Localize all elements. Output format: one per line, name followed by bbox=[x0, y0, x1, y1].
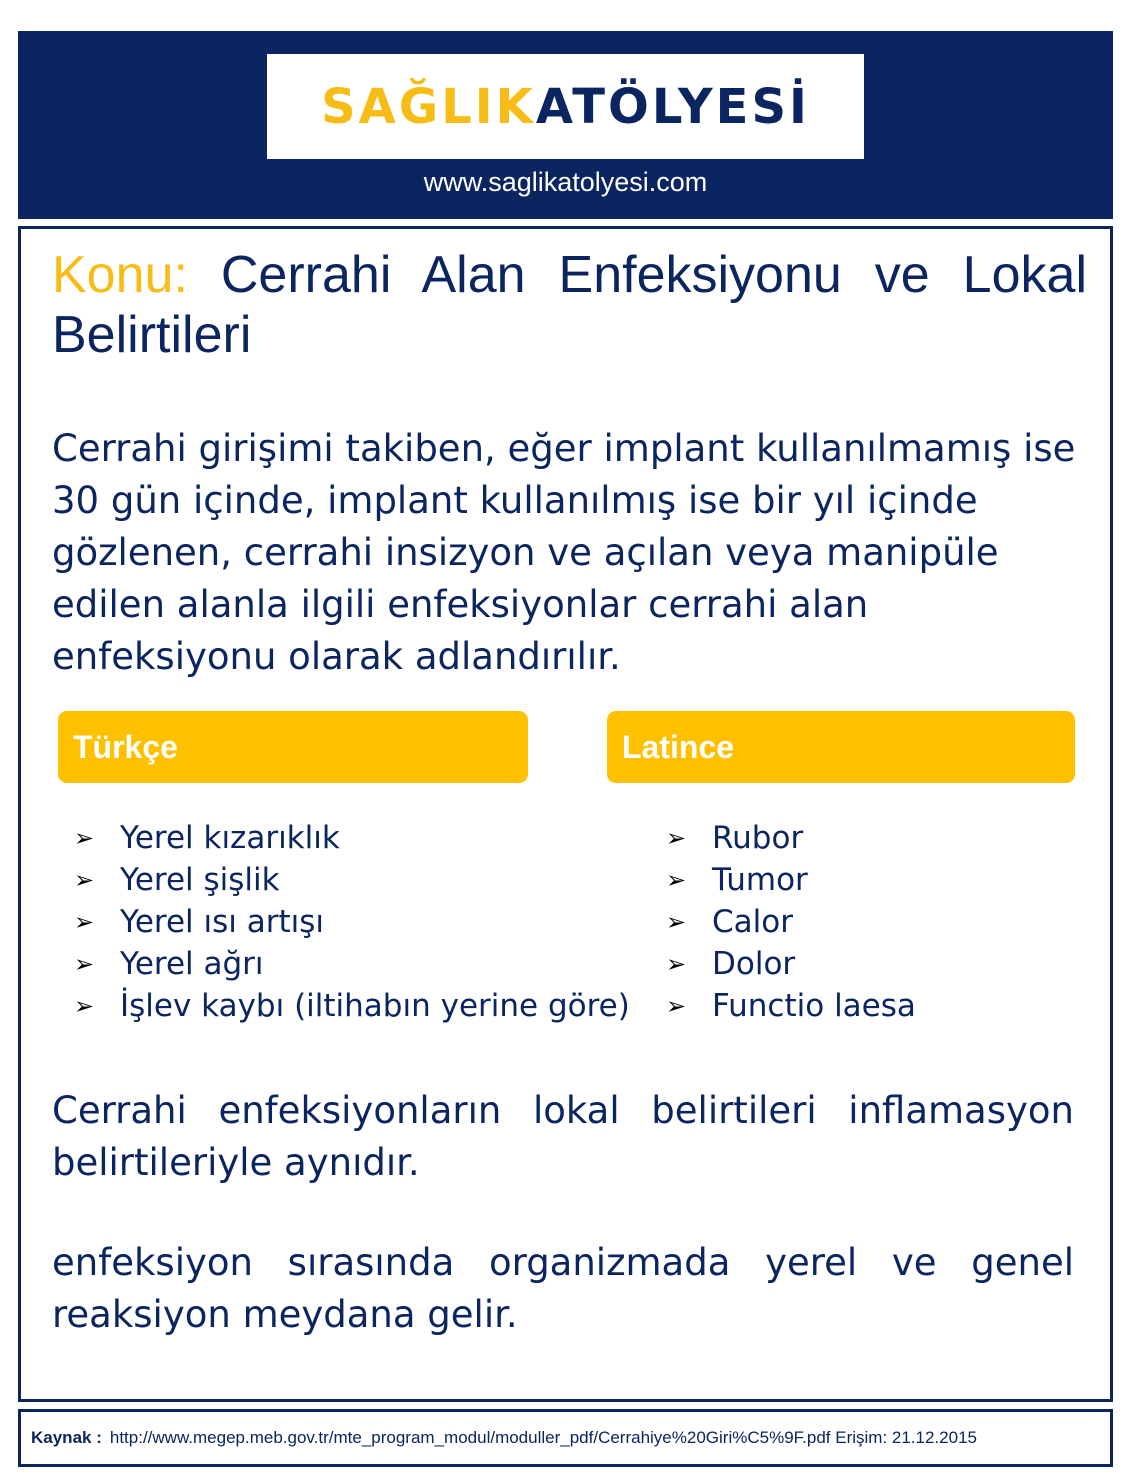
list-item bbox=[74, 817, 634, 859]
arrow-bullet-icon: ➢ bbox=[74, 908, 95, 936]
list-item-text: Calor bbox=[712, 904, 793, 940]
list-item-text: Yerel ağrı bbox=[120, 946, 264, 982]
list-item bbox=[666, 817, 1086, 859]
arrow-bullet-icon: ➢ bbox=[666, 866, 687, 894]
list-item-text: Yerel kızarıklık bbox=[120, 820, 340, 856]
column-header-turkce: Türkçe bbox=[58, 711, 528, 783]
arrow-bullet-icon: ➢ bbox=[74, 950, 95, 978]
list-item-text: Rubor bbox=[712, 820, 804, 856]
turkce-symptom-list bbox=[74, 817, 634, 1027]
arrow-bullet-icon: ➢ bbox=[666, 824, 687, 852]
source-footer bbox=[18, 1409, 1113, 1467]
title-label: Konu: bbox=[52, 246, 188, 304]
site-url: www.saglikatolyesi.com bbox=[423, 167, 708, 197]
arrow-bullet-icon: ➢ bbox=[74, 866, 95, 894]
list-item bbox=[666, 901, 1086, 943]
list-item-text: Tumor bbox=[712, 862, 808, 898]
access-date: Erişim: 21.12.2015 bbox=[835, 1428, 977, 1447]
list-item-text: İşlev kaybı (iltihabın yerine göre) bbox=[120, 988, 630, 1024]
source-label: Kaynak : bbox=[31, 1428, 102, 1447]
list-item bbox=[666, 943, 1086, 985]
page-title bbox=[52, 245, 1087, 365]
logo-text-saglik: SAĞLIK bbox=[321, 78, 536, 135]
content-panel bbox=[18, 226, 1113, 1402]
list-item bbox=[74, 901, 634, 943]
list-item-text: Yerel ısı artışı bbox=[120, 904, 324, 940]
source-url: http://www.megep.meb.gov.tr/mte_program_modul/moduller_pdf/Cerrahiye%20Giri%C5%9F.pdf bbox=[109, 1428, 831, 1447]
arrow-bullet-icon: ➢ bbox=[666, 950, 687, 978]
logo-text-atolyesi: ATÖLYESİ bbox=[535, 78, 810, 135]
site-logo bbox=[267, 54, 864, 159]
list-item-text: Functio laesa bbox=[712, 988, 916, 1024]
intro-paragraph: Cerrahi girişimi takiben, eğer implant kullanılmamış ise 30 gün içinde, implant kullanılmış ise bir yıl içinde gözlenen, cerrahi insizyon ve açılan veya manipüle edilen alanla ilgili enfeksiyonlar cerrahi alan enfeksiyonu olarak adlandırılır. bbox=[52, 427, 1076, 678]
arrow-bullet-icon: ➢ bbox=[666, 992, 687, 1020]
title-text: Cerrahi Alan Enfeksiyonu ve Lokal Belirtileri bbox=[52, 246, 1087, 364]
summary-paragraph: Cerrahi enfeksiyonların lokal belirtileri inflamasyon belirtileriyle aynıdır. bbox=[52, 1089, 1074, 1184]
list-item bbox=[74, 943, 634, 985]
header-banner bbox=[18, 31, 1113, 219]
list-item bbox=[666, 859, 1086, 901]
list-item-text: Yerel şişlik bbox=[120, 862, 280, 898]
list-item-text: Dolor bbox=[712, 946, 796, 982]
list-item bbox=[666, 985, 1086, 1027]
column-header-latince: Latince bbox=[607, 711, 1075, 783]
latince-symptom-list bbox=[666, 817, 1086, 1027]
arrow-bullet-icon: ➢ bbox=[74, 992, 95, 1020]
reaction-paragraph: enfeksiyon sırasında organizmada yerel ve genel reaksiyon meydana gelir. bbox=[52, 1241, 1074, 1336]
list-item bbox=[74, 985, 634, 1027]
arrow-bullet-icon: ➢ bbox=[74, 824, 95, 852]
list-item bbox=[74, 859, 634, 901]
arrow-bullet-icon: ➢ bbox=[666, 908, 687, 936]
